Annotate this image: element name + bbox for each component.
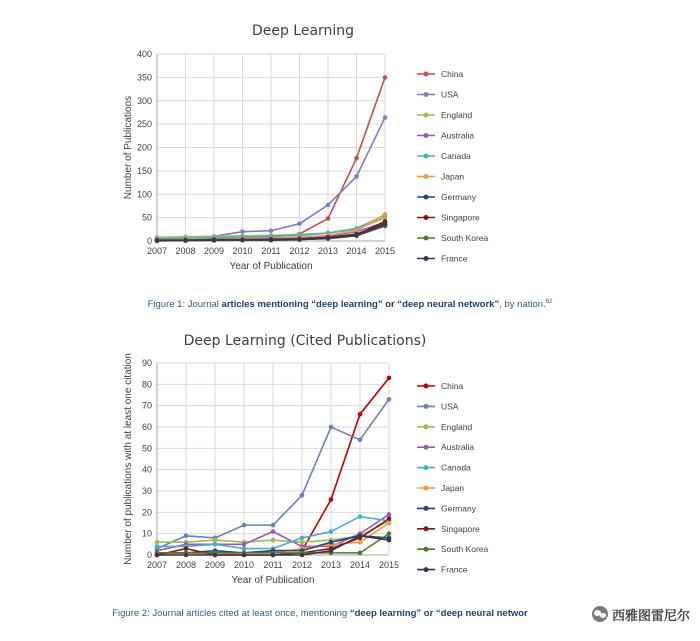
legend-swatch-marker [424,486,429,491]
data-point-australia [242,542,247,547]
data-point-usa [271,523,276,528]
data-point-singapore [184,546,189,551]
legend-label: Germany [441,503,476,514]
x-tick-label: 2015 [378,560,400,570]
legend-swatch-marker [424,92,429,97]
data-point-australia [271,529,276,534]
caption-text: Figure 2: Journal articles cited at least once, mentioning [112,608,350,619]
data-point-usa [300,493,305,498]
y-tick-label: 90 [141,358,152,368]
y-tick-label: 70 [141,400,152,411]
data-point-china [354,156,359,161]
data-point-singapore [387,516,392,521]
data-point-france [358,534,363,539]
x-tick-label: 2014 [346,246,367,256]
x-tick-label: 2009 [204,560,226,570]
watermark [586,603,694,625]
data-point-japan [387,521,392,526]
data-point-canada [242,546,247,551]
legend-label: Australia [441,442,475,453]
chart-deep-learning [0,0,700,300]
y-tick-label: 300 [136,95,152,106]
data-point-canada [358,514,363,519]
y-tick-label: 50 [141,443,152,454]
data-point-usa [297,221,302,226]
y-tick-label: 250 [136,119,152,130]
data-point-england [213,538,218,543]
legend-label: Singapore [441,212,480,223]
x-tick-label: 2008 [175,560,197,570]
data-point-china [358,412,363,417]
y-axis-label: Number of publications with at least one citation [123,353,134,565]
x-tick-label: 2008 [175,246,196,256]
data-point-usa [269,228,274,233]
x-tick-label: 2012 [291,560,313,570]
data-point-england [271,538,276,543]
data-point-usa [354,174,359,179]
figure-1-caption [0,299,700,310]
legend-swatch-marker [424,256,429,261]
data-point-usa [242,523,247,528]
figure-1 [0,0,700,300]
legend-label: France [441,253,468,264]
legend-label: England [441,421,473,432]
data-point-france [155,238,160,243]
x-tick-label: 2009 [203,246,225,256]
x-tick-label: 2007 [146,560,168,570]
x-tick-label: 2010 [232,246,253,256]
y-tick-label: 30 [141,486,152,496]
data-point-usa [184,534,189,539]
data-point-usa [326,203,331,208]
data-point-france [183,238,188,243]
data-point-germany [329,540,334,545]
data-point-japan [383,212,388,217]
x-tick-label: 2012 [289,246,310,256]
y-tick-label: 10 [141,528,152,539]
caption-bold-text: “deep learning” or “deep neural networ [349,608,528,619]
data-point-france [300,553,305,558]
legend-label: Australia [441,130,475,141]
data-point-usa [383,115,388,120]
caption-bold-text: articles mentioning “deep learning” or “deep neural network” [221,299,500,311]
legend-swatch-marker [424,547,429,552]
x-tick-label: 2011 [263,560,283,570]
y-axis-label: Number of Publications [123,95,134,200]
chart-title: Deep Learning [251,23,355,39]
data-point-south-korea [387,531,392,536]
x-tick-label: 2013 [320,560,342,570]
data-point-france [269,238,274,243]
y-tick-label: 0 [146,236,152,246]
legend-swatch-marker [424,465,429,470]
watermark-text: 西雅图雷尼尔 [611,608,690,624]
data-point-canada [155,544,160,549]
legend-swatch-marker [424,384,429,389]
legend-label: South Korea [441,544,489,555]
x-axis-label: Year of Publication [231,575,315,586]
data-point-south-korea [358,551,363,556]
data-point-france [212,238,217,243]
x-tick-label: 2013 [317,246,339,256]
data-point-france [387,538,392,543]
data-point-france [242,553,247,558]
data-point-france [184,553,189,558]
chart-deep-learning-cited [0,318,700,618]
legend-label: Japan [441,483,465,493]
x-tick-label: 2015 [374,246,396,256]
wechat-icon [592,606,608,622]
legend-label: Canada [441,151,471,161]
data-point-france [329,548,334,553]
legend-swatch-marker [424,215,429,220]
y-tick-label: 40 [141,464,152,475]
data-point-france [354,233,359,238]
data-point-japan [358,540,363,545]
figure-2-caption [0,608,670,619]
legend-label: China [441,69,464,79]
data-point-usa [240,229,245,234]
x-tick-label: 2014 [349,560,371,570]
y-tick-label: 400 [136,49,152,59]
legend-swatch-marker [424,113,429,118]
legend-swatch-marker [424,154,429,159]
data-point-canada [213,542,218,547]
legend-label: Canada [441,462,471,473]
legend-swatch-marker [424,236,429,241]
legend-swatch-marker [424,133,429,138]
legend-label: France [441,564,468,575]
legend-swatch-marker [424,195,429,200]
data-point-france [213,553,218,558]
legend-label: China [441,381,464,391]
legend-swatch-marker [424,424,429,429]
data-point-france [240,238,245,243]
legend-label: Singapore [441,523,480,534]
data-point-canada [300,536,305,541]
data-point-china [329,497,334,502]
chart-title: Deep Learning (Cited Publications) [183,333,427,349]
x-tick-label: 2010 [233,560,255,570]
figure-2 [0,318,700,618]
legend-label: South Korea [441,233,489,243]
legend-label: England [441,110,473,120]
data-point-australia [387,512,392,517]
legend-label: Japan [441,171,465,182]
data-point-france [383,222,388,227]
legend-label: USA [441,89,459,100]
x-tick-label: 2011 [261,246,281,256]
x-axis-label: Year of Publication [229,261,313,272]
legend-swatch-marker [424,445,429,450]
data-point-france [271,553,276,558]
y-tick-label: 20 [141,507,152,518]
legend-label: USA [441,401,459,412]
y-tick-label: 350 [136,72,152,83]
y-tick-label: 60 [141,422,152,432]
y-tick-label: 80 [141,379,152,390]
y-tick-label: 150 [136,165,152,176]
data-point-england [155,540,160,545]
data-point-china [326,216,331,221]
x-tick-label: 2007 [146,246,168,256]
y-tick-label: 50 [141,212,152,223]
legend-swatch-marker [424,72,429,77]
legend-swatch-marker [424,567,429,572]
data-point-usa [329,425,334,430]
data-point-canada [329,529,334,534]
data-point-france [297,237,302,242]
legend-swatch-marker [424,526,429,531]
data-point-england [300,540,305,545]
caption-text: Figure 1: Journal [147,299,222,311]
legend-swatch-marker [424,506,429,511]
y-tick-label: 100 [136,189,152,200]
caption-footnote: 62 [545,299,553,305]
data-point-usa [387,397,392,402]
caption-suffix: , by nation. [499,299,546,311]
data-point-france [326,236,331,241]
y-tick-label: 200 [136,142,152,153]
legend-swatch-marker [424,404,429,409]
data-point-france [155,553,160,558]
y-tick-label: 0 [146,550,152,560]
legend-label: Germany [441,192,476,202]
legend-swatch-marker [424,174,429,179]
data-point-china [387,376,392,381]
data-point-china [383,75,388,80]
data-point-usa [358,438,363,443]
